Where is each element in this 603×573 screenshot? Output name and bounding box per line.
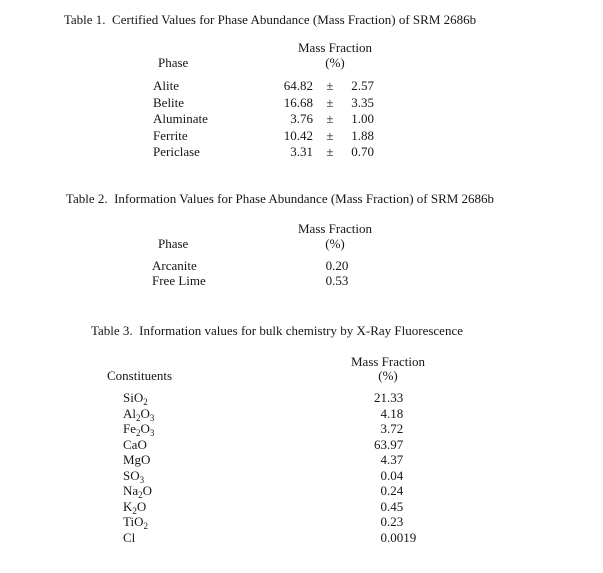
constituent-formula: SiO$_2$ xyxy=(123,390,148,407)
phase-label: Belite xyxy=(153,94,185,110)
uncertainty-value: 1.00 xyxy=(351,111,374,126)
formula-subscript: 2 xyxy=(143,521,148,531)
mass-fraction-value-integer: 0 xyxy=(380,498,387,514)
table-row xyxy=(123,421,416,437)
mass-fraction-value-integer: 3 xyxy=(380,421,387,436)
table2-col2-header-line1: Mass Fraction xyxy=(297,221,373,236)
plus-minus-symbol: ± xyxy=(326,111,334,126)
uncertainty-value: 1.88 xyxy=(351,127,374,143)
mass-fraction-value-integer: 0 xyxy=(380,529,387,545)
table3-title: Table 3. Information values for bulk chemistry by X-Ray Fluorescence xyxy=(90,323,463,338)
table1-col2-header-line2: (%) xyxy=(325,55,345,70)
mass-fraction-value: 16.68 xyxy=(283,94,313,110)
mass-fraction-value-decimals: .45 xyxy=(387,498,404,514)
mass-fraction-value-decimals: .72 xyxy=(387,421,404,436)
table-row xyxy=(123,468,416,484)
constituent-formula: $SO_3$ xyxy=(123,467,145,485)
mass-fraction-value-integer: 63 xyxy=(374,436,387,452)
table-row xyxy=(123,406,416,422)
phase-label: Aluminate xyxy=(153,111,208,126)
table-row xyxy=(123,437,416,453)
table-row xyxy=(153,128,374,145)
constituent-formula: $Al_2O_3$ xyxy=(123,405,155,423)
table-row xyxy=(123,452,416,468)
formula-subscript: 2 xyxy=(136,412,141,423)
table-row xyxy=(123,499,416,515)
plus-minus-symbol: ± xyxy=(326,94,334,110)
mass-fraction-value-integer: 4 xyxy=(380,405,387,421)
table3-col2-header-line2: (%) xyxy=(378,368,398,383)
mass-fraction-value: 3.31 xyxy=(290,144,313,159)
formula-subscript: 3 xyxy=(139,474,145,485)
formula-subscript: 2 xyxy=(143,397,148,407)
uncertainty-value: 3.35 xyxy=(351,94,374,110)
mass-fraction-value: 10.42 xyxy=(283,127,313,143)
phase-label: Periclase xyxy=(153,144,200,159)
table1-rows xyxy=(153,78,374,161)
mass-fraction-value: 64.82 xyxy=(283,78,313,93)
constituent-formula: Cl xyxy=(123,529,136,545)
mass-fraction-value-integer: 21 xyxy=(374,390,387,405)
table-row xyxy=(123,530,416,546)
formula-subscript: 2 xyxy=(138,490,143,500)
mass-fraction-value-decimals: .04 xyxy=(387,467,404,483)
table1-col2-header-line1: Mass Fraction xyxy=(297,40,373,55)
mass-fraction-value-decimals: .18 xyxy=(387,405,404,421)
phase-label: Free Lime xyxy=(152,273,206,288)
table-row xyxy=(153,144,374,161)
table-row xyxy=(152,273,397,288)
table1-title: Table 1. Certified Values for Phase Abundance (Mass Fraction) of SRM 2686b xyxy=(63,12,477,27)
phase-label: Ferrite xyxy=(153,127,188,143)
table2-title: Table 2. Information Values for Phase Abundance (Mass Fraction) of SRM 2686b xyxy=(65,191,495,206)
mass-fraction-value-integer: 0 xyxy=(380,514,387,529)
mass-fraction-value-integer: 4 xyxy=(380,452,387,467)
table1-col1-header: Phase xyxy=(158,55,189,70)
constituent-formula: CaO xyxy=(123,436,147,452)
uncertainty-value: 2.57 xyxy=(351,78,374,93)
table2-col2-header-line2: (%) xyxy=(325,236,345,251)
constituent-formula: $K_2O$ xyxy=(123,498,147,516)
mass-fraction-value-decimals: .24 xyxy=(387,483,404,498)
mass-fraction-value: 0.53 xyxy=(325,273,349,288)
table2-rows xyxy=(152,258,397,288)
plus-minus-symbol: ± xyxy=(326,127,334,143)
phase-label: Alite xyxy=(153,78,179,93)
table-row xyxy=(123,390,416,406)
table2-col1-header: Phase xyxy=(158,236,189,251)
table-row xyxy=(153,111,374,128)
table3-rows xyxy=(123,390,416,545)
table-row xyxy=(152,258,397,273)
constituent-formula: $Fe_2O_3$ xyxy=(123,421,155,438)
phase-label: Arcanite xyxy=(152,258,197,273)
formula-subscript: 3 xyxy=(149,428,155,438)
plus-minus-symbol: ± xyxy=(326,78,334,93)
table3-col1-header: Constituents xyxy=(107,368,173,383)
table-row xyxy=(123,483,416,499)
mass-fraction-value-decimals: .0019 xyxy=(387,529,417,545)
table-row xyxy=(123,514,416,530)
constituent-formula: TiO$_2$ xyxy=(123,514,148,531)
uncertainty-value: 0.70 xyxy=(351,144,374,159)
mass-fraction-value-decimals: .33 xyxy=(387,390,404,405)
constituent-formula: MgO xyxy=(123,452,151,467)
mass-fraction-value: 3.76 xyxy=(290,111,313,126)
mass-fraction-value-decimals: .97 xyxy=(387,436,404,452)
formula-subscript: 2 xyxy=(132,505,137,516)
mass-fraction-value-decimals: .37 xyxy=(387,452,404,467)
mass-fraction-value-integer: 0 xyxy=(380,483,387,498)
formula-subscript: 2 xyxy=(136,428,141,438)
constituent-formula: $Na_2O$ xyxy=(123,483,153,500)
table-row xyxy=(153,95,374,112)
table3-col2-header-line1: Mass Fraction xyxy=(350,354,426,369)
mass-fraction-value-integer: 0 xyxy=(380,467,387,483)
plus-minus-symbol: ± xyxy=(326,144,334,159)
mass-fraction-value: 0.20 xyxy=(325,258,349,273)
table-row xyxy=(153,78,374,95)
formula-subscript: 3 xyxy=(149,412,155,423)
mass-fraction-value-decimals: .23 xyxy=(387,514,404,529)
